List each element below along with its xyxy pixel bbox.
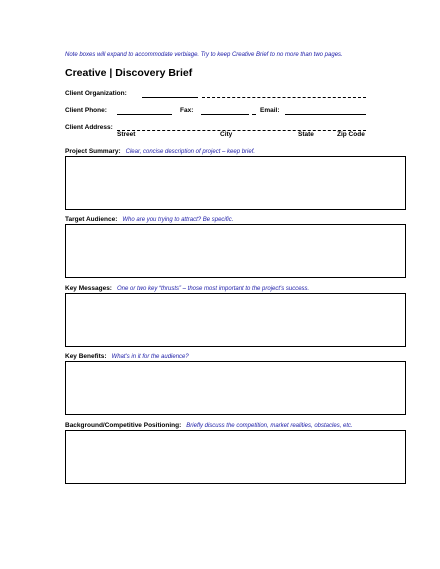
page-title: Creative | Discovery Brief: [65, 67, 193, 79]
project-summary-heading: [65, 148, 255, 155]
email-label: Email:: [260, 107, 280, 114]
key-benefits-textbox[interactable]: [65, 361, 406, 415]
client-phone-field[interactable]: [117, 114, 172, 115]
target-audience-heading: [65, 216, 233, 223]
background-positioning-hint: Briefly discuss the competition, market realities, obstacles, etc.: [186, 423, 353, 429]
city-label: City: [220, 131, 233, 138]
client-phone-label: Client Phone:: [65, 107, 107, 114]
street-label: Street: [117, 131, 136, 138]
client-address-field[interactable]: [117, 130, 366, 131]
background-positioning-label: Background/Competitive Positioning:: [65, 422, 182, 429]
project-summary-textbox[interactable]: [65, 156, 406, 210]
key-messages-hint: One or two key “thrusts” – those most important to the project's success.: [116, 286, 310, 292]
background-positioning-heading: [65, 422, 353, 429]
target-audience-textbox[interactable]: [65, 224, 406, 278]
key-messages-heading: [65, 285, 309, 292]
zip-code-label: Zip Code: [337, 131, 365, 138]
key-messages-textbox[interactable]: [65, 293, 406, 347]
fax-field-tail: [252, 114, 256, 115]
project-summary-label: Project Summary:: [65, 148, 121, 155]
target-audience-hint: Who are you trying to attract? Be specific.: [122, 217, 234, 223]
client-organization-label: Client Organization:: [65, 90, 127, 97]
key-benefits-hint: What's in it for the audience?: [111, 354, 189, 360]
email-field[interactable]: [285, 114, 366, 115]
fax-label: Fax:: [180, 107, 194, 114]
key-benefits-heading: [65, 353, 189, 360]
background-positioning-textbox[interactable]: [65, 430, 406, 484]
key-benefits-label: Key Benefits:: [65, 353, 107, 360]
state-label: State: [298, 131, 314, 138]
fax-field[interactable]: [201, 114, 249, 115]
page-note: Note boxes will expand to accommodate verbiage. Try to keep Creative Brief to no more than two pages.: [65, 52, 343, 58]
client-address-label: Client Address:: [65, 124, 113, 131]
project-summary-hint: Clear, concise description of project – keep brief.: [125, 149, 256, 155]
client-organization-field[interactable]: [142, 97, 198, 98]
key-messages-label: Key Messages:: [65, 285, 112, 292]
target-audience-label: Target Audience:: [65, 216, 118, 223]
client-organization-field-extension[interactable]: [202, 97, 366, 98]
